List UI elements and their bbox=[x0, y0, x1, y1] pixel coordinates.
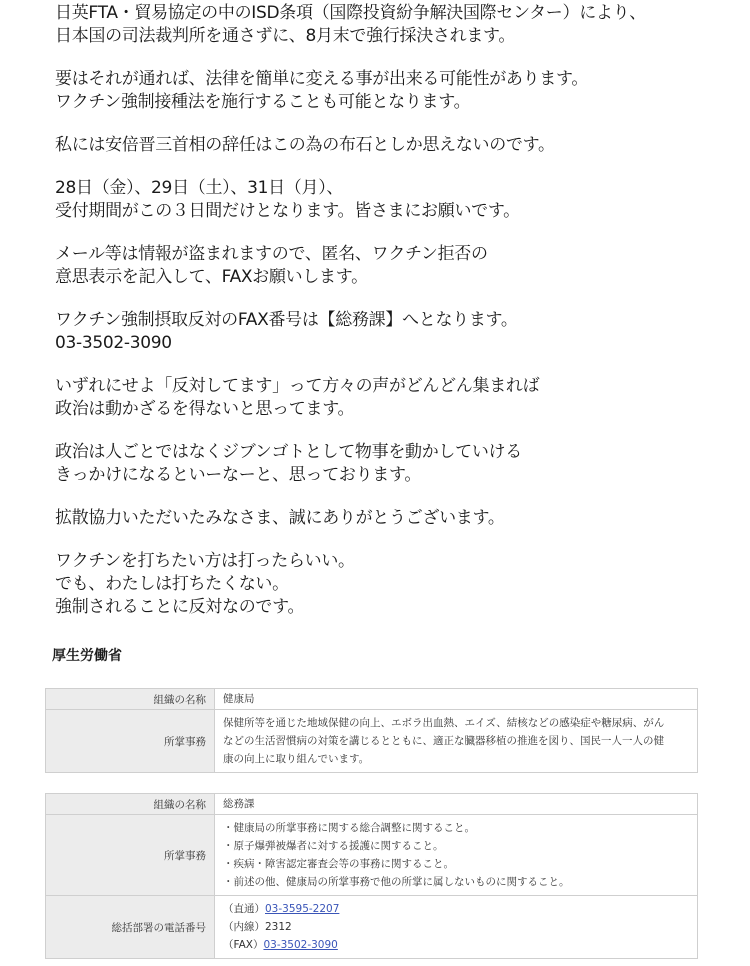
post-line: 28日（金）、29日（土）、31日（月）、 bbox=[55, 178, 344, 198]
org-table-health-bureau bbox=[45, 688, 698, 773]
post-line: 政治は動かざるを得ないと思ってます。 bbox=[55, 399, 355, 419]
duties-line: ・疾病・障害認定審査会等の事務に関すること。 bbox=[223, 858, 454, 870]
org-duties-row bbox=[46, 815, 698, 896]
post-line: きっかけになるといーなーと、思っております。 bbox=[55, 465, 422, 485]
org-name-label: 組織の名称 bbox=[46, 794, 215, 815]
post-paragraph bbox=[55, 507, 735, 530]
duties-line: などの生活習慣病の対策を講じるとともに、適正な臓器移植の推進を図り、国民一人一人の健 bbox=[223, 735, 664, 747]
org-phone-value bbox=[215, 896, 698, 959]
post-paragraph bbox=[55, 550, 735, 619]
org-phone-row bbox=[46, 896, 698, 959]
post-line: 私には安倍晋三首相の辞任はこの為の布石としか思えないのです。 bbox=[55, 135, 555, 155]
phone-prefix: （直通） bbox=[223, 903, 265, 915]
org-table-general-affairs bbox=[45, 793, 698, 959]
post-line: 要はそれが通れば、法律を簡単に変える事が出来る可能性があります。 bbox=[55, 69, 589, 89]
post-line: 受付期間がこの３日間だけとなります。皆さまにお願いです。 bbox=[55, 201, 520, 221]
duties-line: ・原子爆弾被爆者に対する援護に関すること。 bbox=[223, 840, 444, 852]
phone-prefix: （内線） bbox=[223, 921, 265, 933]
post-paragraph bbox=[55, 134, 735, 157]
post-paragraph bbox=[55, 68, 735, 114]
post-line: ワクチンを打ちたい方は打ったらいい。 bbox=[55, 551, 355, 571]
ministry-title: 厚生労働省 bbox=[52, 648, 122, 664]
post-line: 03-3502-3090 bbox=[55, 333, 172, 353]
post-paragraph bbox=[55, 2, 735, 48]
org-duties-label: 所掌事務 bbox=[46, 710, 215, 773]
org-name-value: 総務課 bbox=[215, 794, 698, 815]
post-paragraph bbox=[55, 309, 735, 355]
post-line: ワクチン強制接種法を施行することも可能となります。 bbox=[55, 92, 471, 112]
post-paragraph bbox=[55, 375, 735, 421]
phone-link-fax[interactable]: 03-3502-3090 bbox=[263, 939, 338, 951]
duties-line: 保健所等を通じた地域保健の向上、エボラ出血熱、エイズ、結核などの感染症や糖尿病、がん bbox=[223, 717, 665, 729]
org-duties-row bbox=[46, 710, 698, 773]
org-name-row bbox=[46, 794, 698, 815]
post-line: 拡散協力いただいたみなさま、誠にありがとうございます。 bbox=[55, 508, 505, 528]
post-body bbox=[55, 2, 735, 639]
post-line: ワクチン強制摂取反対のFAX番号は【総務課】へとなります。 bbox=[55, 310, 518, 330]
duties-line: ・前述の他、健康局の所掌事務で他の所掌に属しないものに関すること。 bbox=[223, 876, 570, 888]
org-duties-value bbox=[215, 710, 698, 773]
post-line: 意思表示を記入して、FAXお願いします。 bbox=[55, 267, 368, 287]
org-name-label: 組織の名称 bbox=[46, 689, 215, 710]
post-line: 日本国の司法裁判所を通さずに、8月末で強行採決されます。 bbox=[55, 26, 516, 46]
org-duties-label: 所掌事務 bbox=[46, 815, 215, 896]
phone-line-direct bbox=[223, 900, 689, 918]
phone-extension-number: 2312 bbox=[265, 921, 292, 933]
org-name-row bbox=[46, 689, 698, 710]
post-line: メール等は情報が盗まれますので、匿名、ワクチン拒否の bbox=[55, 244, 488, 264]
post-line: いずれにせよ「反対してます」って方々の声がどんどん集まれば bbox=[55, 376, 540, 396]
org-phone-label: 総括部署の電話番号 bbox=[46, 896, 215, 959]
post-line: 日英FTA・貿易協定の中のISD条項（国際投資紛争解決国際センター）により、 bbox=[55, 3, 646, 23]
duties-line: ・健康局の所掌事務に関する総合調整に関すること。 bbox=[223, 822, 475, 834]
org-name-value: 健康局 bbox=[215, 689, 698, 710]
phone-prefix: （FAX） bbox=[223, 939, 264, 951]
post-line: 政治は人ごとではなくジブンゴトとして物事を動かしていける bbox=[55, 442, 522, 462]
post-line: でも、わたしは打ちたくない。 bbox=[55, 574, 289, 594]
duties-line: 康の向上に取り組んでいます。 bbox=[223, 753, 370, 765]
phone-line-extension bbox=[223, 918, 689, 936]
phone-line-fax bbox=[223, 936, 689, 954]
post-paragraph bbox=[55, 243, 735, 289]
post-paragraph bbox=[55, 177, 735, 223]
phone-link-direct[interactable]: 03-3595-2207 bbox=[265, 903, 340, 915]
org-duties-value bbox=[215, 815, 698, 896]
post-paragraph bbox=[55, 441, 735, 487]
post-line: 強制されることに反対なのです。 bbox=[55, 597, 305, 617]
